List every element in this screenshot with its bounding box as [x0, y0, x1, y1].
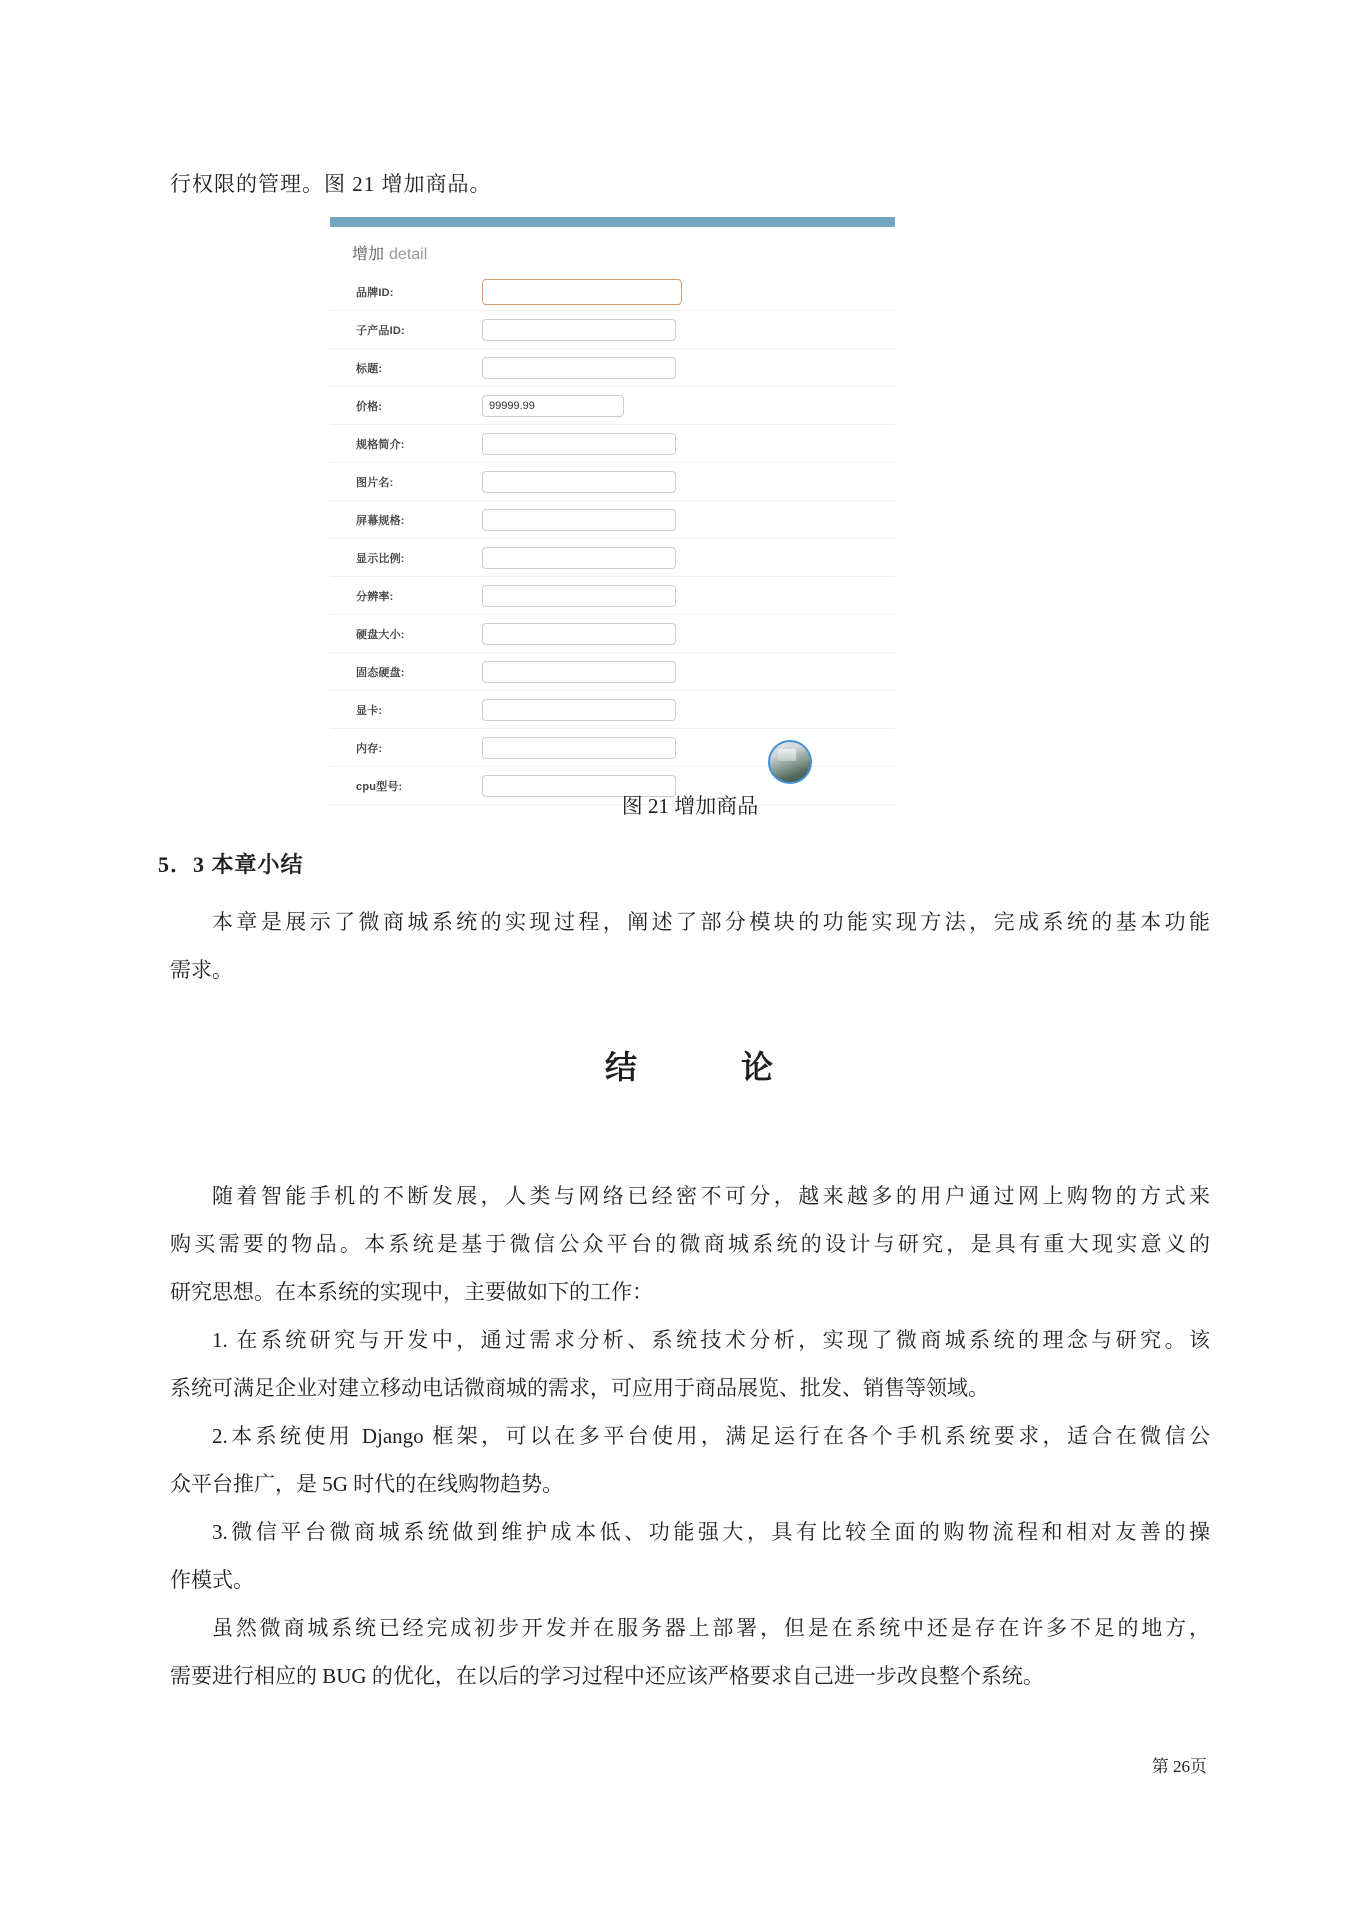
field-label: 标题:	[356, 362, 383, 375]
form-row-disk-size	[330, 615, 895, 653]
field-label: 规格简介:	[356, 438, 405, 451]
paragraph-line: 1. 在系统研究与开发中，通过需求分析、系统技术分析，实现了微商城系统的理念与研究。该	[212, 1328, 1210, 1352]
form-row-gpu	[330, 691, 895, 729]
form-row-resolution	[330, 577, 895, 615]
form-rows	[330, 273, 895, 805]
video-watermark-avatar	[768, 740, 812, 784]
brand-id-input[interactable]	[482, 279, 682, 305]
paragraph-line: 作模式。	[170, 1568, 254, 1592]
title-input[interactable]	[482, 357, 676, 379]
form-row-title	[330, 349, 895, 387]
conclusion-heading: 结 论	[604, 1049, 775, 1085]
field-label: 硬盘大小:	[356, 628, 405, 641]
conclusion-paragraphs	[170, 1172, 1210, 1700]
display-ratio-input[interactable]	[482, 547, 676, 569]
figure-21-screenshot	[330, 217, 895, 793]
form-accent-bar	[330, 217, 895, 227]
form-title	[352, 241, 427, 264]
field-label: 内存:	[356, 742, 383, 755]
disk-size-input[interactable]	[482, 623, 676, 645]
body-text-line: 行权限的管理。图 21 增加商品。	[170, 172, 492, 196]
section-5-3-heading: 5．3 本章小结	[158, 852, 304, 877]
gpu-input[interactable]	[482, 699, 676, 721]
paragraph-line: 本章是展示了微商城系统的实现过程，阐述了部分模块的功能实现方法，完成系统的基本功能	[212, 910, 1210, 934]
field-label: 价格:	[356, 400, 383, 413]
page-number: 第 26页	[1151, 1757, 1207, 1776]
resolution-input[interactable]	[482, 585, 676, 607]
form-row-price	[330, 387, 895, 425]
form-row-display-ratio	[330, 539, 895, 577]
paragraph-line: 2.本系统使用 Django 框架，可以在多平台使用，满足运行在各个手机系统要求，适合在微信公	[212, 1424, 1210, 1448]
subproduct-id-input[interactable]	[482, 319, 676, 341]
figure-caption: 图 21 增加商品	[621, 794, 759, 818]
memory-input[interactable]	[482, 737, 676, 759]
price-input[interactable]: 99999.99	[482, 395, 624, 417]
spec-intro-input[interactable]	[482, 433, 676, 455]
ssd-input[interactable]	[482, 661, 676, 683]
paragraph-line: 众平台推广，是 5G 时代的在线购物趋势。	[170, 1472, 564, 1496]
paragraph-line: 随着智能手机的不断发展，人类与网络已经密不可分，越来越多的用户通过网上购物的方式来	[212, 1184, 1210, 1208]
paragraph-line: 需要进行相应的 BUG 的优化，在以后的学习过程中还应该严格要求自己进一步改良整个系统。	[170, 1664, 1044, 1688]
field-label: 显示比例:	[356, 552, 405, 565]
screen-spec-input[interactable]	[482, 509, 676, 531]
form-row-image-name	[330, 463, 895, 501]
field-label: 分辨率:	[356, 590, 394, 603]
section-5-3-paragraph	[170, 898, 1210, 994]
form-row-ssd	[330, 653, 895, 691]
form-row-screen-spec	[330, 501, 895, 539]
form-row-subproduct-id	[330, 311, 895, 349]
image-name-input[interactable]	[482, 471, 676, 493]
paragraph-line: 系统可满足企业对建立移动电话微商城的需求，可应用于商品展览、批发、销售等领域。	[170, 1376, 989, 1400]
form-title-zh: 增加	[352, 246, 385, 263]
field-label: cpu型号:	[356, 780, 403, 793]
paragraph-line: 研究思想。在本系统的实现中，主要做如下的工作：	[170, 1280, 653, 1304]
paragraph-line: 3.微信平台微商城系统做到维护成本低、功能强大，具有比较全面的购物流程和相对友善的操	[212, 1520, 1210, 1544]
field-label: 子产品ID:	[356, 324, 405, 337]
field-label: 显卡:	[356, 704, 383, 717]
paragraph-line: 购买需要的物品。本系统是基于微信公众平台的微商城系统的设计与研究，是具有重大现实意义的	[170, 1232, 1210, 1256]
form-row-brand-id	[330, 273, 895, 311]
field-label: 屏幕规格:	[356, 514, 405, 527]
paragraph-line: 需求。	[170, 958, 233, 982]
paragraph-line: 虽然微商城系统已经完成初步开发并在服务器上部署，但是在系统中还是存在许多不足的地方，	[212, 1616, 1210, 1640]
field-label: 品牌ID:	[356, 286, 394, 299]
field-label: 固态硬盘:	[356, 666, 405, 679]
form-row-spec-intro	[330, 425, 895, 463]
field-label: 图片名:	[356, 476, 394, 489]
form-title-model: detail	[389, 246, 428, 263]
